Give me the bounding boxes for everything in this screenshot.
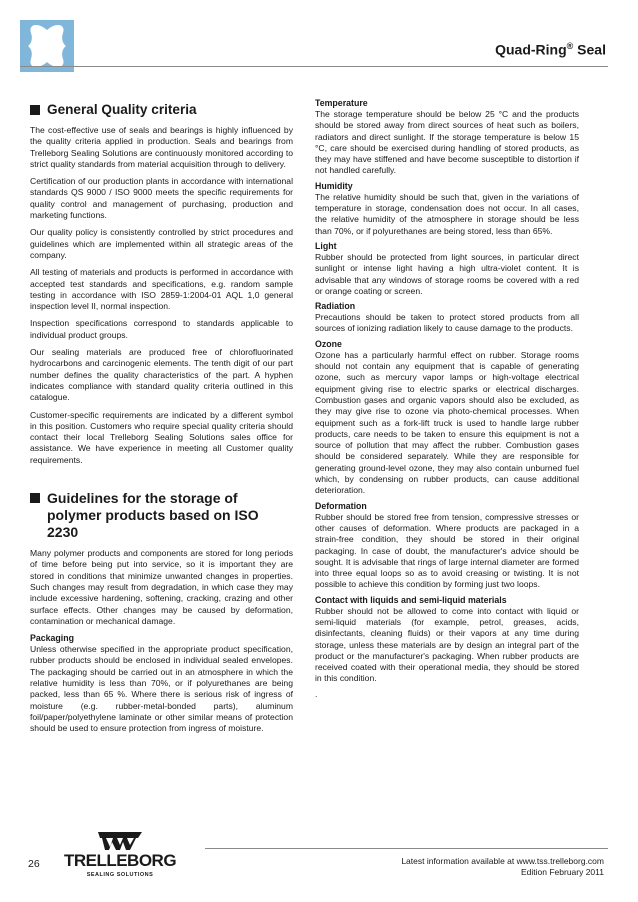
humidity-heading: Humidity	[315, 180, 353, 191]
brand-name: TRELLEBORG	[63, 851, 177, 870]
temperature-text: The storage temperature should be below 25 °C and the products should be stored away from direct sources of heat such as boilers, radiators and direct sunlight. If the storage temperature is below 15 °C, care should be exercised during handling of stored products, as they may have stiffened and have become susceptible to distortion if not handled carefully.	[315, 109, 579, 176]
footer-info-line: Latest information available at www.tss.trelleborg.com	[401, 856, 604, 866]
light-heading: Light	[315, 240, 337, 251]
bullet-square-icon	[30, 105, 40, 115]
liquids-text: Rubber should not be allowed to come into contact with liquid or semi-liquid materials (for example, petrol, greases, acids, disinfectants, cleaning fluids) or their vapors at any time during storage, unless these materials are by design an integral part of the product or the manufacturer's packaging. When rubber products are received coated with their operational media, they should be stored in this condition.	[315, 605, 579, 684]
quality-paragraph: Customer-specific requirements are indicated by a different symbol in this position. Customers who require special quality criteria should contact their local Trelleborg Sealing Solutions sales office for assistance. We have experience in meeting all Customer quality requirements.	[30, 409, 293, 465]
quality-paragraph: The cost-effective use of seals and bearings is highly influenced by the quality criteria applied in production. Seals and bearings from Trelleborg Sealing Solutions are continuously monitored according to strict quality standards from material acquisition through to delivery.	[30, 125, 293, 169]
humidity-text: The relative humidity should be such that, given in the variations of temperature in storage, condensation does not occur. In all cases, the relative humidity of the atmosphere in storage should be less than 70%, or if polyurethanes are being stored, less than 65%.	[315, 191, 579, 236]
light-text: Rubber should be protected from light sources, in particular direct sunlight or intense light having a high ultra-violet content. It is advisable that any windows of storage rooms be covered with a red or orange coating or screen.	[315, 251, 579, 296]
quad-ring-logo	[20, 20, 74, 72]
packaging-text: Unless otherwise specified in the appropriate product specification, rubber products should be enclosed in individual sealed envelopes. The packaging should be carried out in an atmosphere in which the relative humidity is less than 70%, or if polyurethanes are being packed, less than 65 %. Where there is serious risk of ingress of moisture (e.g. rubber-metal-bonded parts), aluminum foil/paper/polyethylene laminate or other similar means of protection should be used to ensure protection from ingress of moisture.	[30, 644, 293, 734]
liquids-heading: Contact with liquids and semi-liquid materials	[315, 594, 507, 605]
deformation-text: Rubber should be stored free from tension, compressive stresses or other causes of deformation. Where products are packaged in a strain-free condition, they should be stored in their original packaging. In case of doubt, the manufacturer's advice should be sought. It is advisable that rings of large internal diameter are formed into three equal loops so as to avoid creasing or twisting. It is not possible to achieve this condition by forming just two loops.	[315, 511, 579, 590]
quad-ring-cross-icon	[20, 20, 74, 72]
page-title: Quad-Ring® Seal	[495, 41, 606, 58]
page-number: 26	[28, 858, 40, 870]
bullet-square-icon	[30, 493, 40, 503]
radiation-heading: Radiation	[315, 301, 356, 312]
left-column	[30, 98, 293, 740]
quality-paragraph: Inspection specifications correspond to standards applicable to individual product groups.	[30, 318, 293, 340]
quality-paragraph: Certification of our production plants in accordance with international standards QS 9000 / ISO 9000 meets the specific requirements for quality control and management of purchasing, production and marketing functions.	[30, 176, 293, 221]
footer-divider	[205, 848, 608, 849]
footer-info	[401, 856, 604, 878]
temperature-heading: Temperature	[315, 98, 368, 108]
quality-heading: General Quality criteria	[30, 102, 293, 118]
trailing-dot: .	[315, 688, 318, 699]
storage-intro: Many polymer products and components are stored for long periods of time before being put into service, so it is important they are stored in conditions that minimize unwanted changes in properties. Such changes may result from degradation, in which case they may include excessive hardening, softening, cracking, crazing and other surface effects. Other changes may be caused by deformation, contamination or mechanical damage.	[30, 548, 293, 626]
brand-tagline: SEALING SOLUTIONS	[86, 872, 154, 878]
quality-paragraph: Our sealing materials are produced free of chlorofluorinated hydrocarbons and carcinogenic elements. The tenth digit of our part number defines the quality characteristics of the part. A hyphen indicates compliance with standard quality criteria outlined in this catalogue.	[30, 347, 293, 403]
quality-paragraph: All testing of materials and products is performed in accordance with accepted test standards and specifications, e.g. random sample testing in accordance with ISO 2859-1:2004-01 AQL 1,0 general inspection level II, normal inspection.	[30, 267, 293, 312]
storage-heading: Guidelines for the storage of polymer products based on ISO 2230	[30, 490, 293, 541]
ozone-heading: Ozone	[315, 338, 342, 349]
ozone-text: Ozone has a particularly harmful effect on rubber. Storage rooms should not contain any equipment that is capable of generating ozone, such as mercury vapor lamps or high-voltage electrical equipment giving rise to electric sparks or electrical discharges. Combustion gases and organic vapors should also be excluded, as they may give rise to ozone via photo-chemical processes. When equipment such as a fork-lift truck is used to handle large rubber products, care needs to be taken to ensure this equipment is not a source of pollution that may affect the rubber. Combustion gases should be considered separately. While they are responsible for generating ground-level ozone, they may also contain unburned fuel which, by condensing on rubber products, can cause additional deterioration.	[315, 349, 579, 496]
radiation-text: Precautions should be taken to protect stored products from all sources of ionizing radiation likely to cause damage to the products.	[315, 312, 579, 334]
footer-edition: Edition February 2011	[520, 867, 604, 877]
packaging-heading: Packaging	[30, 633, 75, 644]
right-column	[315, 98, 579, 704]
deformation-heading: Deformation	[315, 500, 367, 511]
header-divider	[20, 66, 608, 67]
quality-paragraph: Our quality policy is consistently controlled by strict procedures and guidelines which are implemented within all strategic areas of the company.	[30, 227, 293, 260]
